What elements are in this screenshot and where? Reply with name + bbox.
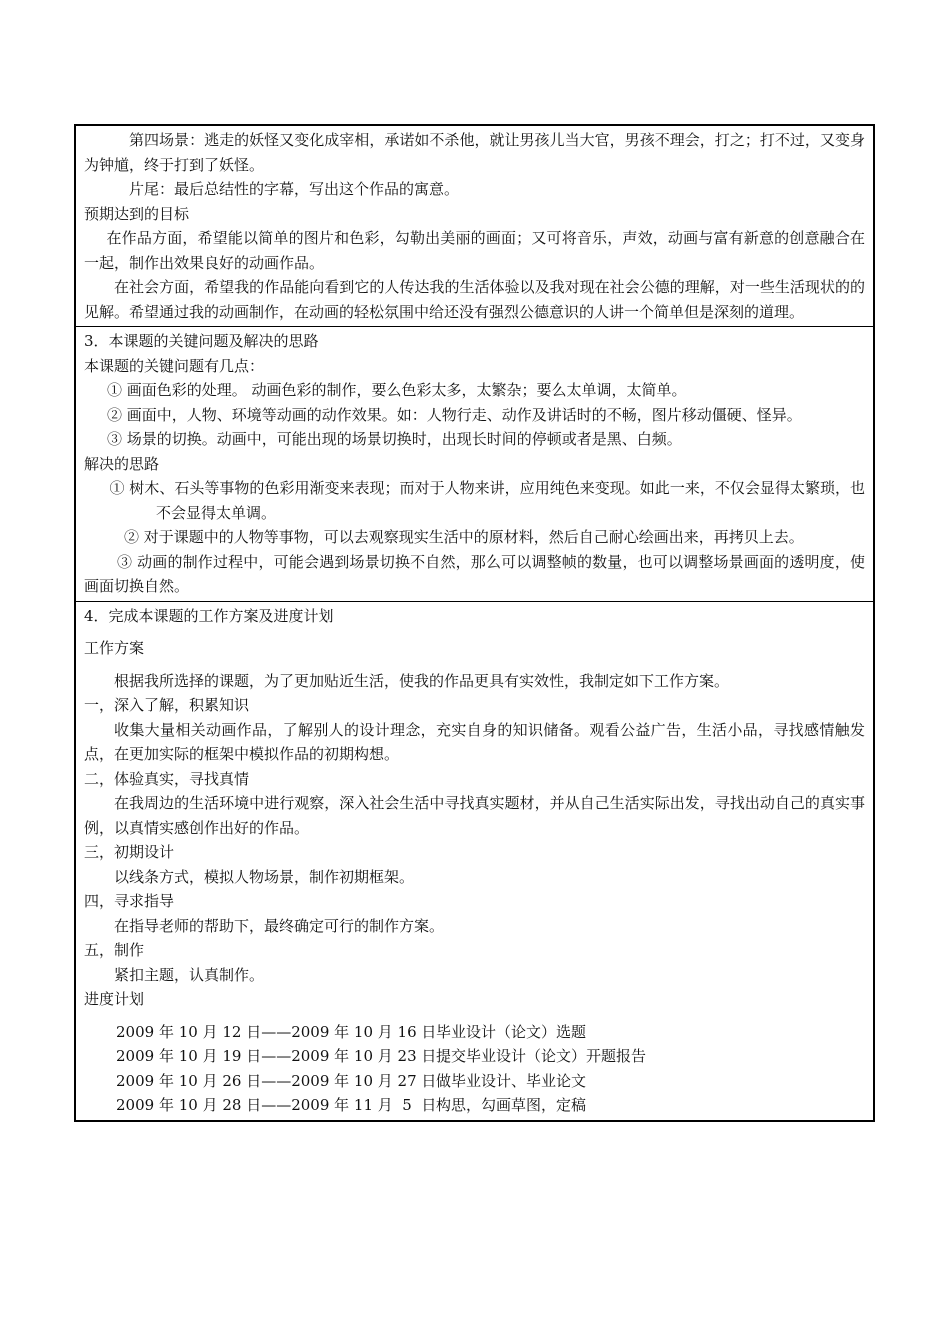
schedule-row <box>84 1093 865 1118</box>
schedule-task: 做毕业设计、毕业论文 <box>436 1071 587 1090</box>
solution-item: ① 树木、石头等事物的色彩用渐变来表现；而对于人物来讲，应用纯色来变现。如此一来，不仅会显得太繁琐，也不会显得太单调。 <box>109 479 865 522</box>
schedule-dates: 2009 年 10 月 19 日——2009 年 10 月 23 日 <box>116 1047 437 1065</box>
solution-item: ③ 动画的制作过程中，可能会遇到场景切换不自然，那么可以调整帧的数量，也可以调整场景画面的透明度，使画面切换自然。 <box>84 552 865 595</box>
schedule-dates: 2009 年 10 月 28 日——2009 年 11 月 5 日 <box>116 1096 437 1114</box>
schedule-task: 构思，勾画草图，定稿 <box>436 1096 587 1114</box>
goal-society-text: 在社会方面，希望我的作品能向看到它的人传达我的生活体验以及我对现在社会公德的理解，对一些生活现状的的见解。希望通过我的动画制作，在动画的轻松氛围中给还没有强烈公德意识的人讲一个简单但是深刻的道理。 <box>84 278 865 321</box>
step-heading: 二，体验真实，寻找真情 <box>84 769 250 788</box>
solution-heading: 解决的思路 <box>84 454 160 473</box>
section-4-cell <box>76 602 873 1120</box>
schedule-row <box>84 1044 865 1069</box>
schedule-task: 提交毕业设计（论文）开题报告 <box>436 1047 647 1065</box>
plan-intro: 根据我所选择的课题，为了更加贴近生活，使我的作品更具有实效性，我制定如下工作方案。 <box>114 671 730 690</box>
ending-text: 片尾：最后总结性的字幕，写出这个作品的寓意。 <box>129 180 460 198</box>
plan-heading: 工作方案 <box>84 639 145 657</box>
problem-item: ② 画面中，人物、环境等动画的动作效果。如：人物行走、动作及讲话时的不畅，图片移动僵硬、怪异。 <box>107 405 802 424</box>
schedule-row <box>84 1020 865 1045</box>
step-heading: 三，初期设计 <box>84 843 175 861</box>
schedule-dates: 2009 年 10 月 12 日——2009 年 10 月 16 日 <box>116 1022 437 1041</box>
goal-heading: 预期达到的目标 <box>84 204 190 223</box>
step-body: 在指导老师的帮助下，最终确定可行的制作方案。 <box>114 916 445 935</box>
schedule-row <box>84 1069 865 1094</box>
problem-item: ① 画面色彩的处理。 动画色彩的制作，要么色彩太多，太繁杂；要么太单调，太简单。 <box>107 381 687 399</box>
step-body: 以线条方式，模拟人物场景，制作初期框架。 <box>114 867 415 886</box>
section-3-title: 3．本课题的关键问题及解决的思路 <box>84 332 319 350</box>
scene-4-text: 第四场景：逃走的妖怪又变化成宰相，承诺如不杀他，就让男孩儿当大官，男孩不理会，打之；打不过，又变身为钟馗，终于打到了妖怪。 <box>84 131 865 174</box>
step-body: 在我周边的生活环境中进行观察，深入社会生活中寻找真实题材，并从自己生活实际出发，寻找出动自己的真实事例，以真情实感创作出好的作品。 <box>84 794 865 837</box>
schedule-task: 毕业设计（论文）选题 <box>436 1022 587 1041</box>
section-4-title: 4．完成本课题的工作方案及进度计划 <box>84 606 334 625</box>
step-heading: 五，制作 <box>84 941 145 959</box>
step-body: 收集大量相关动画作品，了解别人的设计理念，充实自身的知识储备。观看公益广告，生活小品，寻找感情触发点，在更加实际的框架中模拟作品的初期构想。 <box>84 720 865 763</box>
problem-item: ③ 场景的切换。动画中，可能出现的场景切换时，出现长时间的停顿或者是黑、白频。 <box>107 430 682 448</box>
schedule-dates: 2009 年 10 月 26 日——2009 年 10 月 27 日 <box>116 1071 437 1090</box>
schedule-heading: 进度计划 <box>84 990 145 1008</box>
step-heading: 一，深入了解，积累知识 <box>84 696 250 714</box>
goal-work-text: 在作品方面，希望能以简单的图片和色彩，勾勒出美丽的画面；又可将音乐，声效，动画与富有新意的创意融合在一起，制作出效果良好的动画作品。 <box>84 229 865 272</box>
step-heading: 四，寻求指导 <box>84 892 175 910</box>
section-3-cell <box>76 327 873 602</box>
step-body: 紧扣主题，认真制作。 <box>114 965 265 984</box>
report-table <box>74 124 875 1122</box>
section-2-cell <box>76 126 873 327</box>
solution-item: ② 对于课题中的人物等事物，可以去观察现实生活中的原材料，然后自己耐心绘画出来，再拷贝上去。 <box>124 528 804 546</box>
problems-intro: 本课题的关键问题有几点： <box>84 356 265 375</box>
